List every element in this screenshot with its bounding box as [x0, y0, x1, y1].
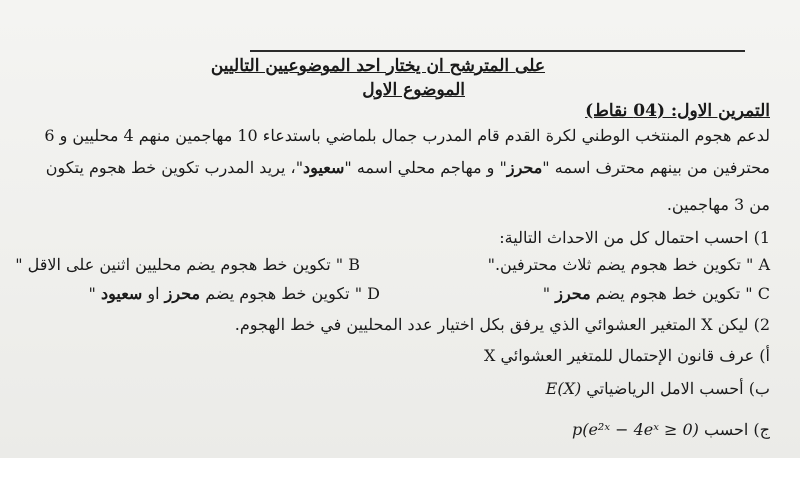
question-2a: أ) عرف قانون الإحتمال للمتغير العشوائي X	[483, 346, 770, 365]
exercise-paragraph-line-1: لدعم هجوم المنتخب الوطني لكرة القدم قام المدرب جمال بلماضي باستدعاء 10 مهاجمين منهم 4 محليين و 6	[44, 126, 770, 145]
subject-title: الموضوع الاول	[362, 80, 465, 100]
question-1: 1) احسب احتمال كل من الاحداث التالية:	[499, 228, 770, 247]
expectation-formula: E(X)	[545, 379, 582, 398]
event-b: B " تكوين خط هجوم يضم محليين اثنين على الاقل "	[15, 255, 360, 274]
event-a: A " تكوين خط هجوم يضم ثلاث محترفين."	[487, 255, 770, 274]
event-d: D " تكوين خط هجوم يضم محرز او سعيود "	[88, 284, 380, 303]
exercise-title: التمرين الاول: (04 نقاط)	[585, 101, 770, 121]
page-bottom-margin	[0, 458, 800, 500]
exam-instruction: على المترشح ان يختار احد الموضوعيين التاليين	[210, 56, 545, 76]
question-2c: ج) احسب p(e²ˣ − 4eˣ ≥ 0)	[571, 420, 770, 439]
question-2b: ب) أحسب الامل الرياضياتي E(X)	[545, 379, 770, 398]
probability-formula: p(e²ˣ − 4eˣ ≥ 0)	[571, 420, 699, 439]
exercise-paragraph-line-2: محترفين من بينهم محترف اسمه "محرز" و مهاجم محلي اسمه "سعيود"، يريد المدرب تكوين خط هجوم يتكون	[45, 158, 770, 177]
question-2: 2) ليكن X المتغير العشوائي الذي يرفق بكل اختيار عدد المحليين في خط الهجوم.	[234, 315, 770, 334]
exercise-paragraph-line-3: من 3 مهاجمين.	[666, 195, 770, 214]
top-rule	[250, 50, 745, 52]
event-c: C " تكوين خط هجوم يضم محرز "	[542, 284, 770, 303]
